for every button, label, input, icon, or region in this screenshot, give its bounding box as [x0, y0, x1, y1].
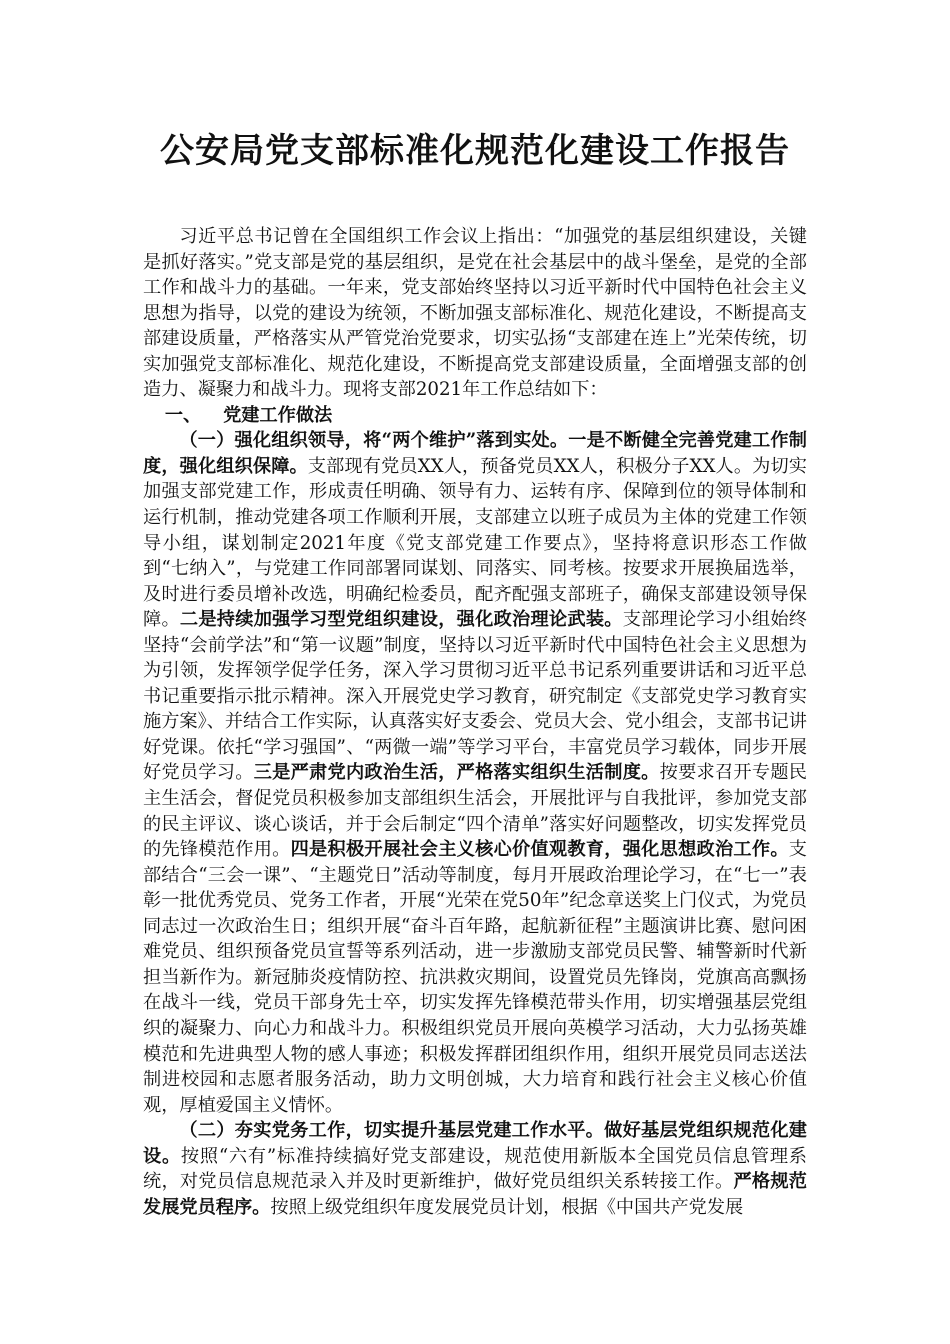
- subheading-text: 三是严肃党内政治生活，严格落实组织生活制度。: [253, 762, 660, 784]
- section-number: 一、: [164, 404, 202, 426]
- body-text: 支部结合“三会一课”、“主题党日”活动等制度，每月开展政治理论学习，在“七一”表彰一批优秀党员、党务工作者，开展“光荣在党50年”纪念章送奖上门仪式，为党员同志过一次政治生日；组织开展“奋斗百年路，起航新征程”主题演讲比赛、慰问困难党员、组织预备党员宣誓等系列活动，进一步激励支部党员民警、辅警新时代新担当新作为。新冠肺炎疫情防控、抗洪救灾期间，设置党员先锋岗，党旗高高飘扬在战斗一线，党员干部身先士卒，切实发挥先锋模范带头作用，切实增强基层党组织的凝聚力、向心力和战斗力。积极组织党员开展向英模学习活动，大力弘扬英雄模范和先进典型人物的感人事迹；积极发挥群团组织作用，组织开展党员同志送法制进校园和志愿者服务活动，助力文明创城，大力培育和践行社会主义核心价值观，厚植爱国主义情怀。: [143, 839, 807, 1116]
- body-text: 按照上级党组织年度发展党员计划，根据《中国共产党发展: [270, 1196, 744, 1218]
- body-text: 支部现有党员XX人，预备党员XX人，积极分子XX人。为切实加强支部党建工作，形成责任明确、领导有力、运转有序、保障到位的领导体制和运行机制，推动党建各项工作顺利开展，支部建立以班子成员为主体的党建工作领导小组，谋划制定2021年度《党支部党建工作要点》，坚持将意识形态工作做到“七纳入”，与党建工作同部署同谋划、同落实、同考核。按要求开展换届选举，及时进行委员增补改选，明确纪检委员，配齐配强支部班子，确保支部建设领导保障。: [143, 455, 807, 631]
- subheading-text: 四是积极开展社会主义核心价值观教育，强化思想政治工作。: [290, 839, 789, 861]
- paragraph-party-affairs: [143, 1118, 807, 1220]
- body-text: 按要求召开专题民主生活会，督促党员积极参加支部组织生活会，开展批评与自我批评，参加党支部的民主评议、谈心谈话，并于会后制定“四个清单”落实好问题整改，切实发挥党员的先锋模范作用。: [143, 762, 807, 861]
- section-label: 党建工作做法: [223, 404, 333, 426]
- subheading-text: （一）强化组织领导，将“两个维护”落到实处。一是不断健全完善党建工作制度，强化组织保障。: [143, 430, 807, 477]
- document-body: [143, 224, 807, 1220]
- section-heading: [143, 403, 807, 429]
- paragraph-organization-leadership: [143, 428, 807, 1118]
- subheading-text: 二是持续加强学习型党组织建设，强化政治理论武装。: [179, 609, 623, 631]
- body-text: 按照“六有”标准持续搞好党支部建设，规范使用新版本全国党员信息管理系统，对党员信息规范录入并及时更新维护，做好党员组织关系转接工作。: [143, 1145, 807, 1193]
- subheading-text: 严格规范发展党员程序。: [143, 1171, 807, 1218]
- subheading-text: （二）夯实党务工作，切实提升基层党建工作水平。做好基层党组织规范化建设。: [143, 1120, 807, 1167]
- body-text: 支部理论学习小组始终坚持“会前学法”和“第一议题”制度，坚持以习近平新时代中国特色社会主义思想为为引领，发挥领学促学任务，深入学习贯彻习近平总书记系列重要讲话和习近平总书记重要指示批示精神。深入开展党史学习教育，研究制定《支部党史学习教育实施方案》、并结合工作实际，认真落实好支委会、党员大会、党小组会，支部书记讲好党课。依托“学习强国”、“两微一端”等学习平台，丰富党员学习载体，同步开展好党员学习。: [143, 609, 807, 784]
- intro-paragraph: 习近平总书记曾在全国组织工作会议上指出：“加强党的基层组织建设，关键是抓好落实。”党支部是党的基层组织，是党在社会基层中的战斗堡垒，是党的全部工作和战斗力的基础。一年来，党支部始终坚持以习近平新时代中国特色社会主义思想为指导，以党的建设为统领，不断加强支部标准化、规范化建设，不断提高支部建设质量，严格落实从严管党治党要求，切实弘扬“支部建在连上”光荣传统，切实加强党支部标准化、规范化建设，不断提高党支部建设质量，全面增强支部的创造力、凝聚力和战斗力。现将支部2021年工作总结如下：: [143, 226, 807, 401]
- document-title: 公安局党支部标准化规范化建设工作报告: [160, 131, 790, 171]
